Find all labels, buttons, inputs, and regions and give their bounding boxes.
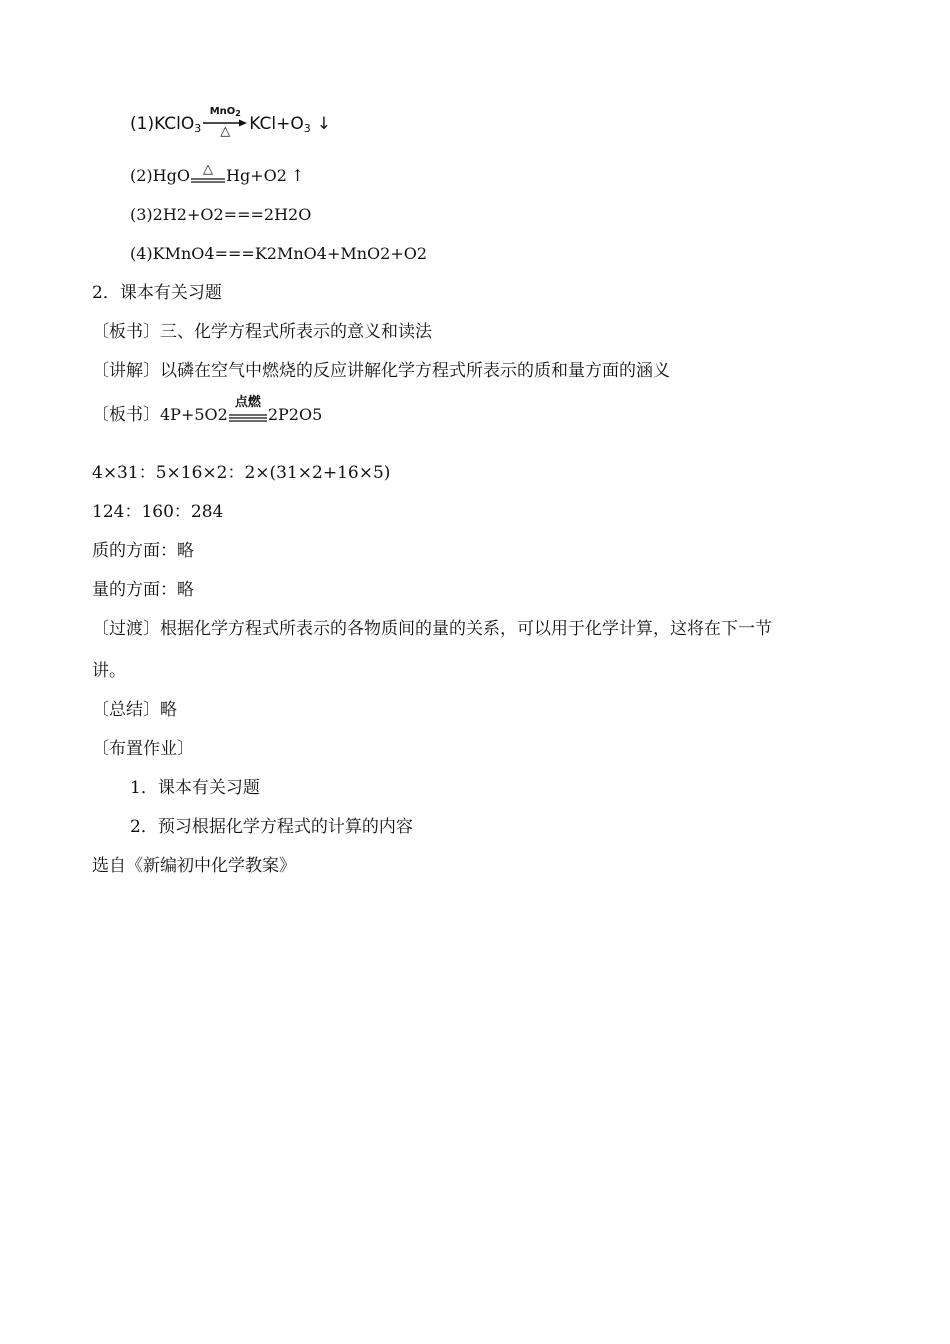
eq1-product-sub: 3	[303, 122, 311, 135]
double-equals-icon	[229, 405, 267, 427]
banshu-condition-label: 点燃	[234, 394, 261, 410]
eq1-prefix: (1)	[130, 114, 155, 134]
eq1-reactant-sub: 3	[194, 122, 202, 135]
liang-line: 量的方面：略	[92, 580, 194, 600]
equation-4: (4)KMnO4===K2MnO4+MnO2+O2	[130, 244, 428, 263]
homework-item-1: 1．课本有关习题	[130, 778, 260, 798]
banshu-title: 〔板书〕三、化学方程式所表示的意义和读法	[92, 322, 432, 342]
equation-1	[130, 106, 331, 142]
equation-3: (3)2H2+O2===2H2O	[130, 205, 312, 224]
eq1-condition-label: △	[220, 124, 231, 139]
up-arrow-icon: ↑	[290, 166, 305, 185]
zongjie-line: 〔总结〕略	[92, 700, 177, 720]
guodu-line-1: 〔过渡〕根据化学方程式所表示的各物质间的量的关系，可以用于化学计算，这将在下一节	[92, 619, 772, 639]
banshu-products: 2P2O5	[267, 405, 323, 424]
eq2-product: Hg+O2	[225, 166, 287, 185]
eq1-product: KCl+O	[249, 114, 304, 134]
eq1-reaction-arrow	[203, 106, 247, 142]
eq2-condition-label: △	[202, 161, 213, 177]
eq2-prefix: (2)	[130, 166, 153, 185]
eq1-catalyst-label: MnO$_2$	[209, 106, 241, 118]
ratio-line-2: 124：160：284	[92, 502, 224, 522]
banshu-label: 〔板书〕	[92, 405, 160, 425]
banshu-reactants: 4P+5O2	[160, 405, 228, 424]
buzhi-line: 〔布置作业〕	[92, 739, 194, 759]
eq2-equals-sign	[191, 161, 225, 188]
banshu-equals-sign	[229, 394, 267, 427]
jiangjie-line: 〔讲解〕以磷在空气中燃烧的反应讲解化学方程式所表示的质和量方面的涵义	[92, 361, 670, 381]
down-arrow-icon: ↓	[316, 114, 331, 134]
item-2: 2．课本有关习题	[92, 283, 222, 303]
equation-2	[130, 161, 305, 188]
source-line: 选自《新编初中化学教案》	[92, 856, 296, 876]
double-equals-icon	[191, 161, 225, 188]
guodu-line-2: 讲。	[92, 661, 126, 681]
eq1-reactant: KClO	[154, 114, 195, 134]
zhi-line: 质的方面：略	[92, 541, 194, 561]
ratio-line-1: 4×31：5×16×2：2×(31×2+16×5)	[92, 463, 391, 483]
homework-item-2: 2．预习根据化学方程式的计算的内容	[130, 817, 413, 837]
eq2-reactant: HgO	[152, 166, 190, 185]
banshu-equation	[92, 394, 323, 427]
